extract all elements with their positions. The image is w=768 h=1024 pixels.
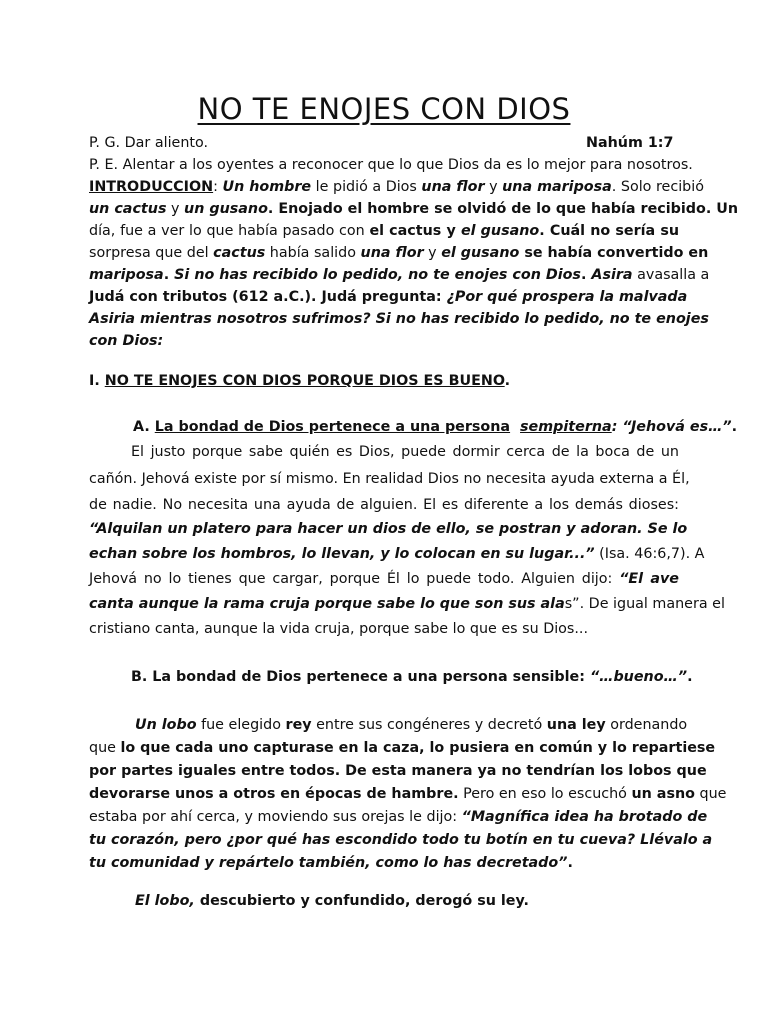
quote: “El ave <box>619 571 679 587</box>
text: y <box>423 245 442 261</box>
subsection-a-heading <box>133 416 737 438</box>
emphasis: un gusano <box>184 201 268 217</box>
story-line-2 <box>89 737 716 759</box>
quote: echan sobre los hombros, lo llevan, y lo colocan en su lugar...” <box>89 546 595 562</box>
text: entre sus congéneres y decretó <box>311 717 547 733</box>
text: ordenando <box>605 717 688 733</box>
emphasis: El lobo, <box>135 893 195 909</box>
bold-text: Judá con tributos (612 a.C.). Judá pregunta: <box>89 289 447 305</box>
emphasis: Asira <box>591 267 633 283</box>
text: que <box>89 740 121 756</box>
subsection-title: La bondad de Dios pertenece a una persona <box>154 419 511 435</box>
text: que <box>694 786 727 802</box>
text: le pidió a Dios <box>311 179 422 195</box>
text: . <box>687 669 693 685</box>
emphasis: una mariposa <box>502 179 612 195</box>
story-closing <box>135 890 529 912</box>
quote: canta aunque la rama cruja porque sabe lo que son sus ala <box>89 596 565 612</box>
text: había salido <box>265 245 361 261</box>
subsection-a-line-6 <box>89 568 679 590</box>
text: . <box>504 373 511 389</box>
pg-line: P. G. Dar aliento. <box>89 135 209 151</box>
emphasis: el gusano <box>441 245 520 261</box>
bold-text: . <box>163 267 175 283</box>
text: y <box>484 179 503 195</box>
subsection-letter: A. <box>133 419 155 435</box>
quote: : “Jehová es…” <box>611 419 732 435</box>
subsection-b-heading <box>131 666 693 688</box>
intro-line-7 <box>89 308 709 330</box>
emphasis: ¿Por qué prospera la malvada <box>446 289 688 305</box>
emphasis: el gusano <box>460 223 540 239</box>
emphasis: sempiterna <box>520 419 612 435</box>
story-line-3: por partes iguales entre todos. De esta manera ya no tendrían los lobos que <box>89 763 707 779</box>
emphasis: Si no has recibido lo pedido, no te enojes con Dios <box>174 267 581 283</box>
intro-line-3 <box>89 220 679 242</box>
bold-text: lo que cada uno capturase en la caza, lo pusiera en común y lo repartiese <box>120 740 716 756</box>
story-line-7 <box>89 852 573 874</box>
bold-text: rey <box>285 717 312 733</box>
intro-line-1 <box>89 176 704 198</box>
subsection-a-line-4: “Alquilan un platero para hacer un dios de ello, se postran y adoran. Se lo <box>89 521 688 537</box>
text: avasalla a <box>632 267 710 283</box>
subsection-a-line-5 <box>89 543 705 565</box>
bold-text: una ley <box>546 717 606 733</box>
subsection-a-line-7 <box>89 593 725 615</box>
bold-text: . Enojado el hombre se olvidó de lo que había recibido. Un <box>267 201 739 217</box>
story-line-1 <box>135 714 688 736</box>
intro-line-8 <box>89 330 163 352</box>
quote: tu comunidad y repártelo también, como lo has decretado” <box>89 855 568 871</box>
emphasis: con Dios: <box>89 333 164 349</box>
text: s”. De igual manera el <box>564 596 725 612</box>
subsection-a-line-1: El justo porque sabe quién es Dios, puede dormir cerca de la boca de un <box>131 444 679 460</box>
quote: “…bueno…” <box>589 669 688 685</box>
emphasis: Un hombre <box>222 179 312 195</box>
subsection-a-line-2: cañón. Jehová existe por sí mismo. En realidad Dios no necesita ayuda externa a Él, <box>89 471 690 487</box>
subsection-title: B. La bondad de Dios pertenece a una persona sensible: <box>131 669 590 685</box>
bold-text: se había convertido en <box>519 245 709 261</box>
bold-text: devorarse unos a otros en épocas de hambre. <box>89 786 459 802</box>
text: Jehová no lo tienes que cargar, porque Él lo puede todo. Alguien dijo: <box>89 571 620 587</box>
quote: “Magnífica idea ha brotado de <box>461 809 708 825</box>
bold-text: . <box>580 267 592 283</box>
story-line-6: tu corazón, pero ¿por qué has escondido todo tu botín en tu cueva? Llévalo a <box>89 832 713 848</box>
intro-line-4 <box>89 242 709 264</box>
bold-text: un asno <box>631 786 695 802</box>
story-line-5 <box>89 806 708 828</box>
bold-text: el cactus y <box>369 223 461 239</box>
citation: (Isa. 46:6,7). A <box>594 546 705 562</box>
page-title: NO TE ENOJES CON DIOS <box>197 92 571 126</box>
emphasis: un cactus <box>89 201 167 217</box>
emphasis: una flor <box>421 179 485 195</box>
text: estaba por ahí cerca, y moviendo sus orejas le dijo: <box>89 809 462 825</box>
emphasis: cactus <box>213 245 266 261</box>
intro-line-6 <box>89 286 688 308</box>
text: día, fue a ver lo que había pasado con <box>89 223 370 239</box>
section-1-heading <box>89 370 510 392</box>
text: . <box>567 855 573 871</box>
text: . <box>731 419 738 435</box>
emphasis: mariposa <box>89 267 164 283</box>
emphasis: Asiria mientras nosotros sufrimos? Si no has recibido lo pedido, no te enojes <box>89 311 709 327</box>
story-line-4 <box>89 783 727 805</box>
text: Pero en eso lo escuchó <box>458 786 632 802</box>
section-number: I. <box>89 373 105 389</box>
bold-text: descubierto y confundido, derogó su ley. <box>194 893 529 909</box>
emphasis: Un lobo <box>135 717 197 733</box>
subsection-a-line-8: cristiano canta, aunque la vida cruja, porque sabe lo que es su Dios... <box>89 621 589 637</box>
text: . Solo recibió <box>611 179 704 195</box>
emphasis: una flor <box>360 245 424 261</box>
subsection-a-line-3: de nadie. No necesita una ayuda de alguien. El es diferente a los demás dioses: <box>89 497 679 513</box>
intro-label: INTRODUCCION <box>89 179 214 195</box>
intro-line-5 <box>89 264 710 286</box>
bible-reference: Nahúm 1:7 <box>586 135 674 151</box>
text: fue elegido <box>196 717 286 733</box>
intro-line-2 <box>89 198 739 220</box>
section-title: NO TE ENOJES CON DIOS PORQUE DIOS ES BUENO <box>104 373 505 389</box>
bold-text: . Cuál no sería su <box>539 223 680 239</box>
pe-line: P. E. Alentar a los oyentes a reconocer que lo que Dios da es lo mejor para nosotros. <box>89 157 693 173</box>
text: sorpresa que del <box>89 245 214 261</box>
text: : <box>213 179 223 195</box>
text: y <box>166 201 185 217</box>
